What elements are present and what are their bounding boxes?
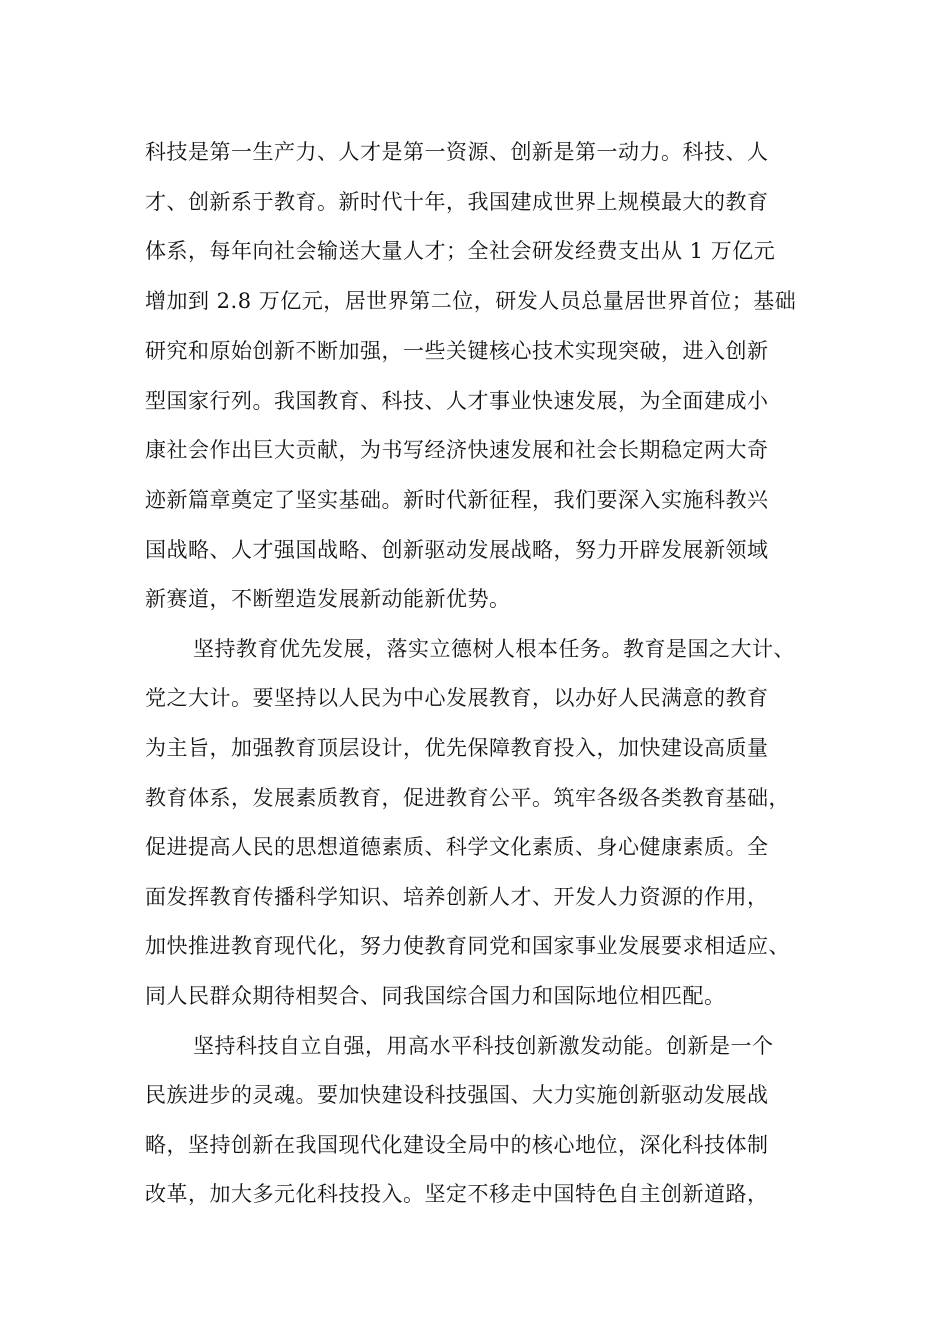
- paragraph-1-line-2: 才、创新系于教育。新时代十年，我国建成世界上规模最大的教育: [145, 190, 769, 214]
- paragraph-1-line-10: 新赛道，不断塑造发展新动能新优势。: [145, 587, 511, 611]
- paragraph-3-line-4: 改革，加大多元化科技投入。坚定不移走中国特色自主创新道路，: [145, 1182, 769, 1206]
- paragraph-3-line-1: 坚持科技自立自强，用高水平科技创新激发动能。创新是一个: [193, 1034, 774, 1058]
- paragraph-2-line-2: 党之大计。要坚持以人民为中心发展教育，以办好人民满意的教育: [145, 686, 769, 710]
- paragraph-2-line-7: 加快推进教育现代化，努力使教育同党和国家事业发展要求相适应、: [145, 934, 790, 958]
- paragraph-2-line-5: 促进提高人民的思想道德素质、科学文化素质、身心健康素质。全: [145, 835, 769, 859]
- paragraph-1-line-4: 增加到 2.8 万亿元，居世界第二位，研发人员总量居世界首位；基础: [145, 289, 797, 313]
- paragraph-1-line-9: 国战略、人才强国战略、创新驱动发展战略，努力开辟发展新领域: [145, 538, 769, 562]
- paragraph-3-line-3: 略，坚持创新在我国现代化建设全局中的核心地位，深化科技体制: [145, 1133, 769, 1157]
- paragraph-1-line-1: 科技是第一生产力、人才是第一资源、创新是第一动力。科技、人: [145, 140, 769, 164]
- paragraph-1-line-7: 康社会作出巨大贡献，为书写经济快速发展和社会长期稳定两大奇: [145, 438, 769, 462]
- paragraph-2-line-8: 同人民群众期待相契合、同我国综合国力和国际地位相匹配。: [145, 984, 726, 1008]
- paragraph-1-line-8: 迹新篇章奠定了坚实基础。新时代新征程，我们要深入实施科教兴: [145, 488, 769, 512]
- paragraph-2-line-3: 为主旨，加强教育顶层设计，优先保障教育投入，加快建设高质量: [145, 736, 769, 760]
- paragraph-2-line-4: 教育体系，发展素质教育，促进教育公平。筑牢各级各类教育基础，: [145, 786, 790, 810]
- paragraph-2-line-6: 面发挥教育传播科学知识、培养创新人才、开发人力资源的作用，: [145, 885, 769, 909]
- paragraph-3-line-2: 民族进步的灵魂。要加快建设科技强国、大力实施创新驱动发展战: [145, 1083, 769, 1107]
- paragraph-1-line-3: 体系，每年向社会输送大量人才；全社会研发经费支出从 1 万亿元: [145, 239, 776, 263]
- paragraph-1-line-5: 研究和原始创新不断加强，一些关键核心技术实现突破，进入创新: [145, 339, 769, 363]
- paragraph-2-line-1: 坚持教育优先发展，落实立德树人根本任务。教育是国之大计、: [193, 637, 795, 661]
- paragraph-1-line-6: 型国家行列。我国教育、科技、人才事业快速发展，为全面建成小: [145, 389, 769, 413]
